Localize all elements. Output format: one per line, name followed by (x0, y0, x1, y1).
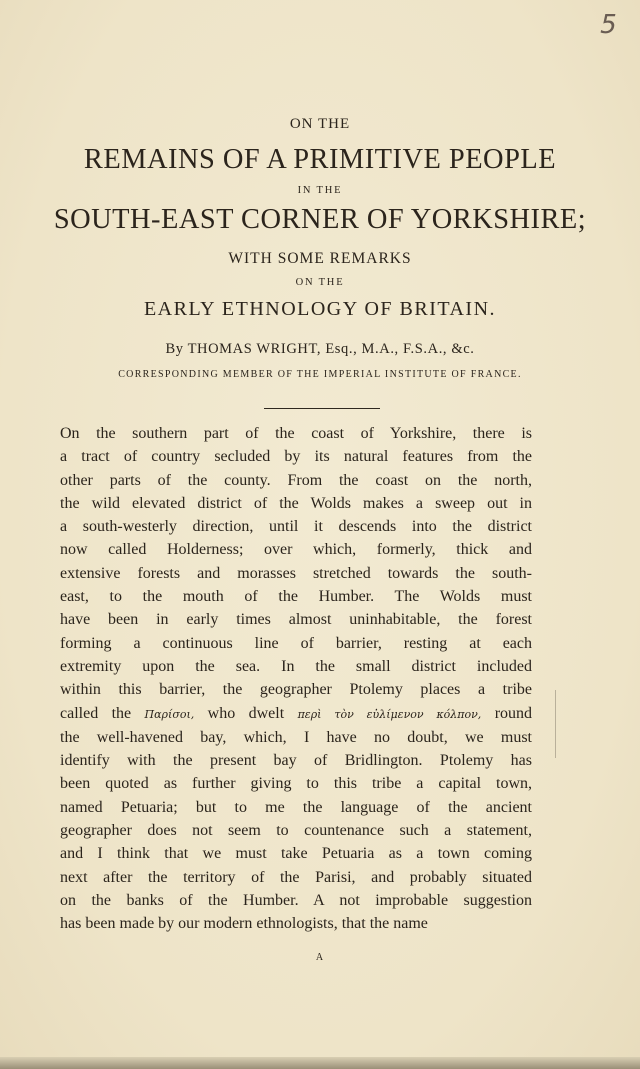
subtitle-on-the: ON THE (295, 277, 345, 288)
margin-mark (555, 690, 556, 758)
body-line-9: have been in early times almost uninhabitable, the forest (60, 611, 532, 629)
handwritten-page-number: 5 (596, 10, 620, 40)
body-line-21: on the banks of the Humber. A not improbable suggestion (60, 891, 532, 909)
body-line-1: On the southern part of the coast of Yorkshire, there is (60, 425, 532, 442)
greek-line-before: called the (60, 704, 132, 722)
body-line-6: now called Holderness; over which, formerly, thick and (60, 541, 532, 559)
section-divider (264, 408, 380, 409)
greek-line-after: round (494, 704, 533, 722)
author-line: By THOMAS WRIGHT, Esq., M.A., F.S.A., &c. (165, 341, 475, 357)
body-line-14: the well-havened bay, which, I have no doubt, we must (60, 728, 532, 746)
body-line-10: forming a continuous line of barrier, resting at each (60, 634, 532, 652)
subtitle-remarks: WITH SOME REMARKS (228, 250, 412, 267)
title-on-the: ON THE (289, 116, 351, 132)
body-line-8: east, to the mouth of the Humber. The Wolds must (60, 588, 532, 606)
body-line-11: extremity upon the sea. In the small district included (60, 657, 532, 675)
title-remains: REMAINS OF A PRIMITIVE PEOPLE (83, 143, 557, 175)
body-text (60, 422, 532, 936)
body-line-4: the wild elevated district of the Wolds makes a sweep out in (60, 494, 532, 512)
body-line-18: geographer does not seem to countenance such a statement, (60, 822, 532, 840)
body-line-16: been quoted as further giving to this tribe a capital town, (60, 775, 532, 793)
membership-line: CORRESPONDING MEMBER OF THE IMPERIAL INSTITUTE OF FRANCE. (118, 369, 522, 380)
greek-phrase: περὶ τὸν εὐλίμενον κόλπον, (297, 707, 482, 721)
body-line-15: identify with the present bay of Bridlington. Ptolemy has (60, 752, 532, 770)
greek-word-parisoi: Παρίσοι, (144, 707, 195, 721)
body-line-2: a tract of country secluded by its natural features from the (60, 448, 532, 466)
greek-line-middle: who dwelt (207, 704, 285, 722)
body-line-20: next after the territory of the Parisi, and probably situated (60, 868, 532, 886)
printer-signature: A (315, 952, 325, 963)
title-in-the: IN THE (297, 185, 343, 196)
subtitle-ethnology: EARLY ETHNOLOGY OF BRITAIN. (143, 298, 497, 320)
title-south-east: SOUTH-EAST CORNER OF YORKSHIRE; (53, 203, 587, 235)
body-line-12: within this barrier, the geographer Ptolemy places a tribe (60, 681, 532, 699)
body-line-17: named Petuaria; but to me the language of the ancient (60, 798, 532, 816)
page-edge (0, 1057, 640, 1069)
body-line-3: other parts of the county. From the coast on the north, (60, 471, 532, 489)
body-line-7: extensive forests and morasses stretched towards the south- (60, 564, 532, 582)
body-line-22: has been made by our modern ethnologists, that the name (60, 915, 428, 933)
body-line-19: and I think that we must take Petuaria as a town coming (60, 845, 532, 863)
body-line-5: a south-westerly direction, until it descends into the district (60, 518, 532, 536)
body-line-greek (60, 702, 532, 726)
